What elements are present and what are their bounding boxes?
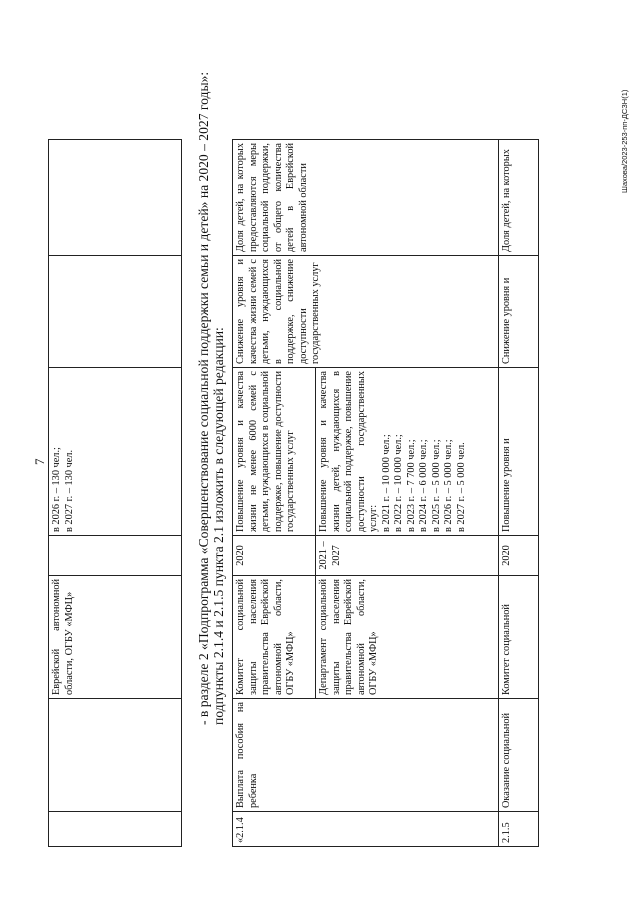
cont-year-cell: [49, 536, 182, 576]
row-215-num: 2.1.5: [499, 812, 539, 847]
intro-line-1: - в разделе 2 «Подпрограмма «Совершенствование социальной поддержки семьи и детей» на 2020 – 2027 годы»:: [196, 71, 211, 725]
cont-name-cell: [49, 699, 182, 812]
continuation-table: [48, 139, 182, 847]
row-214-indicator: Доля детей, на которых предоставляются меры социальной поддержки, от общего количества детей в Еврейской автономной области: [233, 140, 499, 256]
row-214-num: «2.1.4: [233, 812, 499, 847]
section-intro: [196, 71, 226, 725]
table-row: [233, 140, 316, 847]
page-number: 7: [32, 458, 47, 465]
result-year-line: в 2025 г. – 5 000 чел.;: [430, 439, 442, 532]
row-214-name: Выплата пособия на ребенка: [233, 699, 499, 812]
row-214-result-b-text: Повышение уровня и качества жизни детей, нуждающихся в социальной поддержке, повышение доступности государственных услуг:: [318, 371, 379, 532]
result-year-line: в 2024 г. – 6 000 чел.;: [418, 439, 429, 532]
result-year-line: в 2023 г. – 7 700 чел.;: [405, 439, 417, 532]
table-row: [499, 140, 539, 847]
row-215-executor: Комитет социальной: [499, 576, 539, 699]
row-215-year: 2020: [499, 536, 539, 576]
row-215-indicator: Доля детей, на которых: [499, 140, 539, 256]
cont-result-line: в 2026 г. – 130 чел.;: [51, 447, 62, 532]
intro-line-2: подпункты 2.1.4 и 2.1.5 пункта 2.1 изложить в следующей редакции:: [211, 327, 226, 725]
cont-consequence-cell: [49, 256, 182, 368]
cont-indicator-cell: [49, 140, 182, 256]
row-215-consequence: Снижение уровня и: [499, 256, 539, 368]
row-214-consequence: Снижение уровня и качества жизни семей с детьми, нуждающихся в социальной поддержке, снижение доступности государственных услуг: [233, 256, 499, 368]
row-214-result-a: Повышение уровня и качества жизни не менее 6000 семей с детьми, нуждающихся в социальной поддержке, повышение доступности государственных услуг: [233, 368, 316, 536]
result-year-line: в 2021 г. – 10 000 чел.;: [380, 434, 392, 532]
footer-code: Шахова/2023-253-пп-ДСЗН(1): [620, 89, 629, 193]
row-214-year-a: 2020: [233, 536, 316, 576]
row-215-name: Оказание социальной: [499, 699, 539, 812]
row-215-result: Повышение уровня и: [499, 368, 539, 536]
row-214-year-b: 2021 – 2027: [316, 536, 499, 576]
cont-result-cell: [49, 368, 182, 536]
result-year-line: в 2026 г. – 5 000 чел.;: [443, 439, 454, 532]
row-214-result-b: [316, 368, 499, 536]
row-214-executor-a: Комитет социальной защиты населения правительства Еврейской автономной области, ОГБУ «МФЦ»: [233, 576, 316, 699]
cont-result-line: в 2027 г. – 130 чел.: [63, 449, 75, 532]
result-year-line: в 2022 г. – 10 000 чел.;: [393, 434, 404, 532]
subprogram-table: [232, 139, 539, 847]
cont-executor-cell: Еврейской автономной области, ОГБУ «МФЦ»: [49, 576, 182, 699]
row-214-executor-b: Департамент социальной защиты населения правительства Еврейской автономной области, ОГБУ «МФЦ»: [316, 576, 499, 699]
result-year-line: в 2027 г. – 5 000 чел.: [455, 442, 467, 532]
cont-num-cell: [49, 812, 182, 847]
